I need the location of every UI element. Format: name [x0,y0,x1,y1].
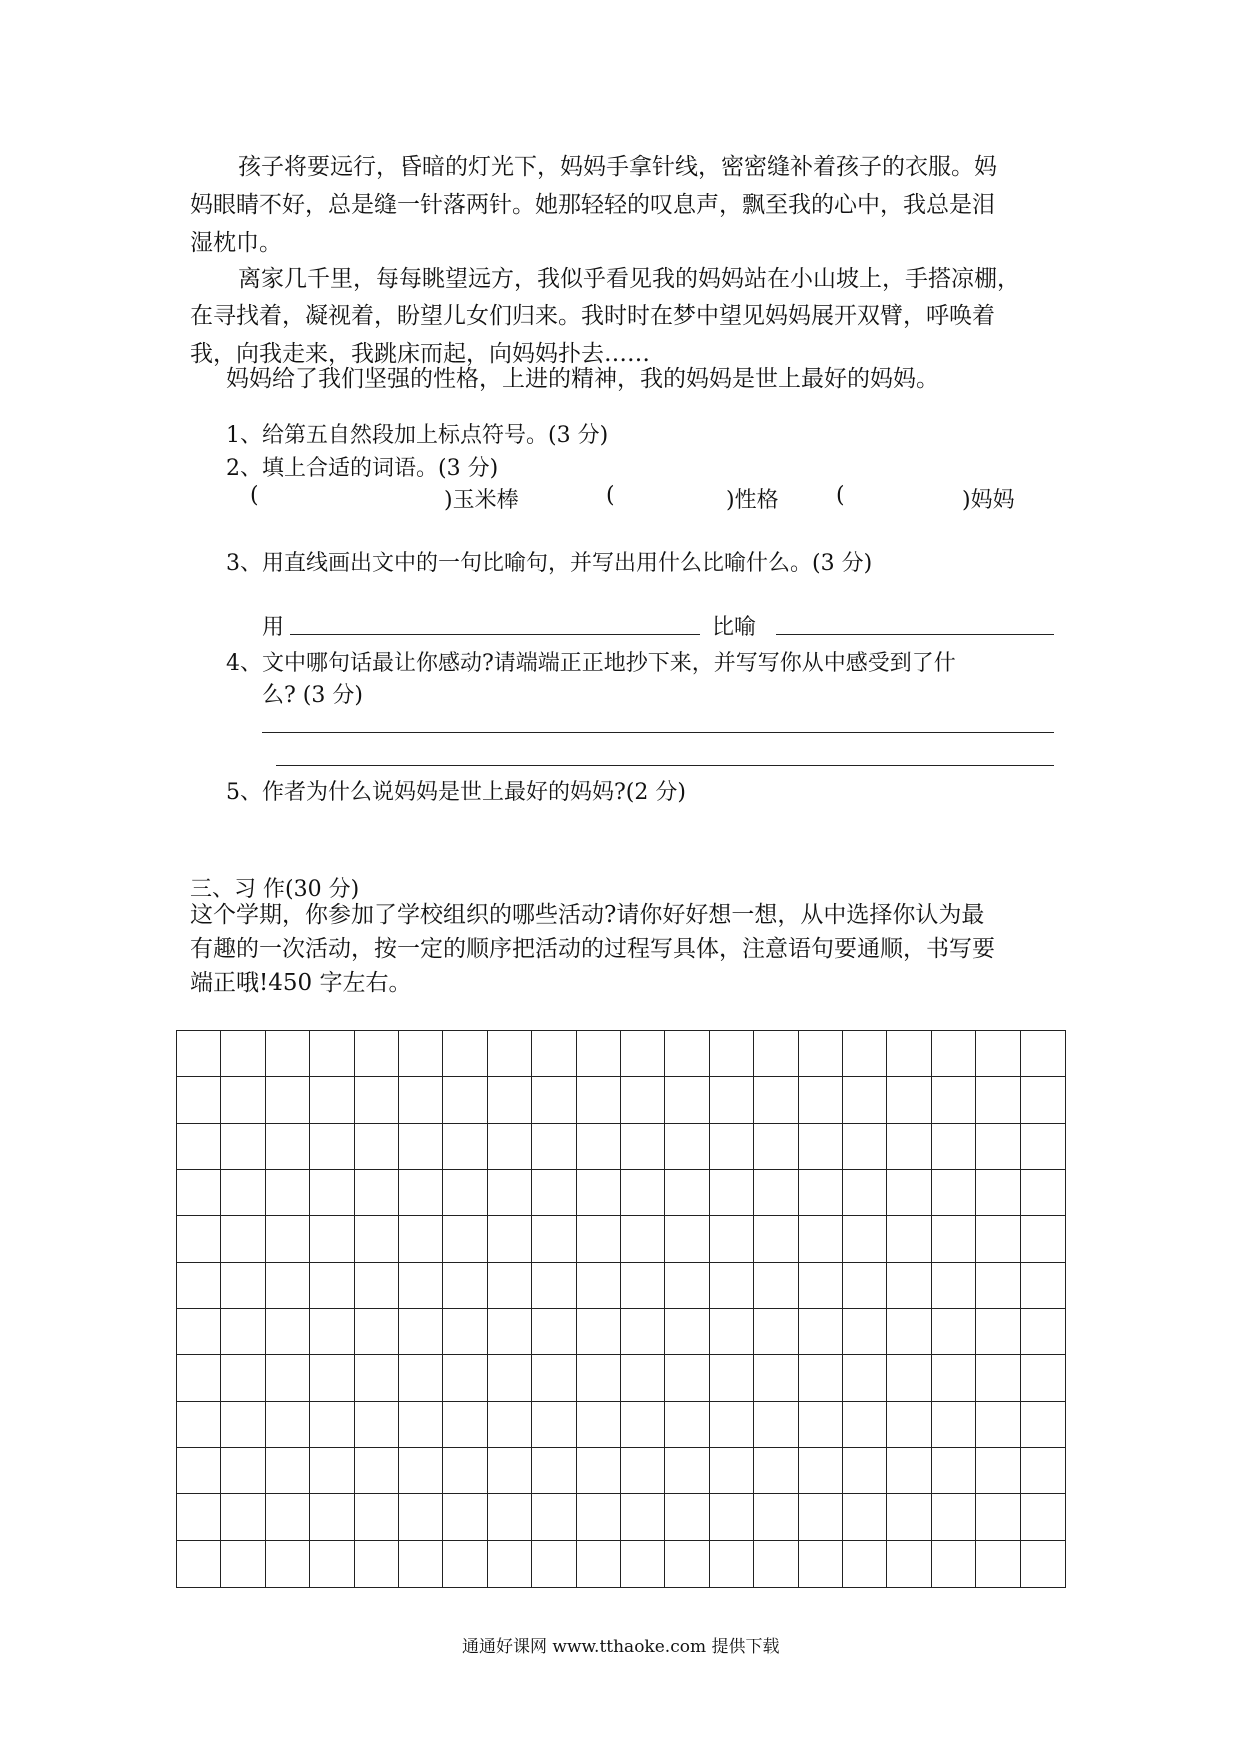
grid-cell[interactable] [976,1031,1020,1077]
grid-cell[interactable] [976,1402,1020,1448]
grid-cell[interactable] [399,1170,443,1216]
grid-cell[interactable] [221,1124,265,1170]
grid-cell[interactable] [754,1077,798,1123]
grid-cell[interactable] [710,1402,754,1448]
grid-cell[interactable] [443,1402,487,1448]
grid-cell[interactable] [266,1263,310,1309]
footer-text: 通通好课网 www.tthaoke.com 提供下载 [462,1637,780,1657]
grid-cell[interactable] [399,1448,443,1494]
grid-cell[interactable] [266,1494,310,1540]
grid-cell[interactable] [577,1216,621,1262]
grid-cell[interactable] [621,1077,665,1123]
grid-cell[interactable] [799,1263,843,1309]
grid-cell[interactable] [621,1216,665,1262]
q2-blank1-close: )玉米棒 [444,488,519,513]
grid-cell[interactable] [1021,1402,1065,1448]
grid-cell[interactable] [843,1263,887,1309]
composition-heading: 三、习 作(30 分) [190,877,360,902]
grid-cell[interactable] [754,1494,798,1540]
grid-cell[interactable] [355,1170,399,1216]
grid-cell[interactable] [843,1031,887,1077]
grid-cell[interactable] [843,1216,887,1262]
grid-cell[interactable] [266,1077,310,1123]
grid-cell[interactable] [710,1124,754,1170]
composition-prompt-line3: 端正哦!450 字左右。 [190,970,412,996]
grid-cell[interactable] [488,1448,532,1494]
grid-cell[interactable] [843,1494,887,1540]
grid-cell[interactable] [1021,1355,1065,1401]
grid-cell[interactable] [887,1355,931,1401]
grid-cell[interactable] [976,1077,1020,1123]
grid-cell[interactable] [177,1355,221,1401]
grid-cell[interactable] [754,1263,798,1309]
grid-cell[interactable] [355,1355,399,1401]
grid-cell[interactable] [577,1402,621,1448]
grid-cell[interactable] [665,1124,709,1170]
grid-cell[interactable] [710,1170,754,1216]
passage-p1-line2: 妈眼睛不好，总是缝一针落两针。她那轻轻的叹息声，飘至我的心中，我总是泪 [190,192,995,218]
passage-p3-line1: 妈妈给了我们坚强的性格，上进的精神，我的妈妈是世上最好的妈妈。 [226,366,939,392]
grid-cell[interactable] [177,1541,221,1587]
grid-cell[interactable] [443,1170,487,1216]
grid-cell[interactable] [621,1494,665,1540]
grid-cell[interactable] [221,1216,265,1262]
grid-cell[interactable] [665,1541,709,1587]
grid-cell[interactable] [887,1031,931,1077]
question-1: 1、给第五自然段加上标点符号。(3 分) [226,423,609,448]
grid-cell[interactable] [399,1077,443,1123]
grid-cell[interactable] [266,1124,310,1170]
grid-cell[interactable] [221,1402,265,1448]
grid-cell[interactable] [399,1541,443,1587]
grid-cell[interactable] [577,1448,621,1494]
grid-cell[interactable] [799,1170,843,1216]
grid-cell[interactable] [887,1309,931,1355]
grid-cell[interactable] [266,1355,310,1401]
grid-cell[interactable] [443,1309,487,1355]
q2-blank2-close: )性格 [726,488,779,513]
grid-cell[interactable] [310,1355,354,1401]
grid-cell[interactable] [710,1216,754,1262]
grid-cell[interactable] [355,1309,399,1355]
grid-cell[interactable] [355,1448,399,1494]
grid-cell[interactable] [621,1031,665,1077]
grid-cell[interactable] [310,1216,354,1262]
grid-cell[interactable] [710,1541,754,1587]
grid-cell[interactable] [1021,1216,1065,1262]
grid-cell[interactable] [976,1216,1020,1262]
grid-cell[interactable] [932,1402,976,1448]
grid-cell[interactable] [665,1355,709,1401]
grid-cell[interactable] [221,1541,265,1587]
grid-cell[interactable] [532,1355,576,1401]
grid-cell[interactable] [266,1402,310,1448]
grid-cell[interactable] [932,1124,976,1170]
q2-blank2-open: ( [606,483,615,508]
grid-cell[interactable] [488,1355,532,1401]
composition-writing-grid[interactable] [176,1030,1066,1588]
grid-cell[interactable] [221,1170,265,1216]
grid-cell[interactable] [799,1355,843,1401]
grid-cell[interactable] [532,1170,576,1216]
grid-cell[interactable] [488,1494,532,1540]
grid-cell[interactable] [443,1077,487,1123]
grid-cell[interactable] [665,1494,709,1540]
grid-cell[interactable] [932,1263,976,1309]
grid-cell[interactable] [443,1216,487,1262]
grid-cell[interactable] [754,1309,798,1355]
grid-cell[interactable] [799,1124,843,1170]
grid-cell[interactable] [799,1309,843,1355]
grid-cell[interactable] [488,1124,532,1170]
grid-cell[interactable] [976,1541,1020,1587]
grid-cell[interactable] [177,1448,221,1494]
grid-cell[interactable] [221,1263,265,1309]
grid-cell[interactable] [310,1309,354,1355]
grid-cell[interactable] [399,1124,443,1170]
grid-cell[interactable] [310,1494,354,1540]
question-4-line1: 4、文中哪句话最让你感动?请端端正正地抄下来，并写写你从中感受到了什 [226,651,956,676]
grid-cell[interactable] [799,1216,843,1262]
grid-cell[interactable] [932,1216,976,1262]
grid-cell[interactable] [799,1402,843,1448]
grid-cell[interactable] [976,1494,1020,1540]
grid-cell[interactable] [532,1124,576,1170]
grid-cell[interactable] [177,1263,221,1309]
grid-cell[interactable] [1021,1263,1065,1309]
grid-cell[interactable] [754,1170,798,1216]
grid-cell[interactable] [355,1077,399,1123]
question-4-line2: 么? (3 分) [262,683,363,708]
grid-cell[interactable] [532,1541,576,1587]
grid-cell[interactable] [621,1170,665,1216]
grid-cell[interactable] [754,1355,798,1401]
grid-cell[interactable] [799,1494,843,1540]
q4-answer-line-1[interactable] [262,732,1054,733]
grid-cell[interactable] [710,1031,754,1077]
grid-cell[interactable] [532,1031,576,1077]
q2-blank3-close: )妈妈 [962,488,1015,513]
grid-cell[interactable] [843,1077,887,1123]
grid-cell[interactable] [665,1170,709,1216]
grid-cell[interactable] [754,1031,798,1077]
grid-cell[interactable] [843,1355,887,1401]
grid-cell[interactable] [177,1124,221,1170]
grid-cell[interactable] [310,1263,354,1309]
grid-cell[interactable] [665,1077,709,1123]
grid-cell[interactable] [266,1309,310,1355]
grid-cell[interactable] [976,1263,1020,1309]
grid-cell[interactable] [399,1309,443,1355]
grid-cell[interactable] [266,1031,310,1077]
grid-cell[interactable] [577,1494,621,1540]
grid-cell[interactable] [932,1031,976,1077]
grid-cell[interactable] [665,1263,709,1309]
grid-cell[interactable] [621,1448,665,1494]
grid-cell[interactable] [976,1448,1020,1494]
grid-cell[interactable] [887,1216,931,1262]
grid-cell[interactable] [488,1402,532,1448]
grid-cell[interactable] [710,1077,754,1123]
grid-cell[interactable] [843,1309,887,1355]
grid-cell[interactable] [1021,1170,1065,1216]
grid-cell[interactable] [310,1077,354,1123]
grid-cell[interactable] [665,1402,709,1448]
grid-cell[interactable] [310,1402,354,1448]
composition-prompt-line2: 有趣的一次活动，按一定的顺序把活动的过程写具体，注意语句要通顺，书写要 [190,936,995,962]
grid-cell[interactable] [754,1402,798,1448]
grid-cell[interactable] [532,1077,576,1123]
question-3: 3、用直线画出文中的一句比喻句，并写出用什么比喻什么。(3 分) [226,551,873,576]
grid-cell[interactable] [177,1077,221,1123]
grid-cell[interactable] [532,1402,576,1448]
grid-cell[interactable] [843,1541,887,1587]
grid-cell[interactable] [177,1031,221,1077]
grid-cell[interactable] [577,1170,621,1216]
grid-cell[interactable] [221,1448,265,1494]
grid-cell[interactable] [976,1355,1020,1401]
question-2: 2、填上合适的词语。(3 分) [226,456,499,481]
passage-p1-line1: 孩子将要远行，昏暗的灯光下，妈妈手拿针线，密密缝补着孩子的衣服。妈 [238,154,997,180]
grid-cell[interactable] [799,1077,843,1123]
grid-cell[interactable] [710,1263,754,1309]
grid-cell[interactable] [932,1541,976,1587]
grid-cell[interactable] [932,1494,976,1540]
grid-cell[interactable] [399,1263,443,1309]
grid-cell[interactable] [221,1494,265,1540]
grid-cell[interactable] [355,1124,399,1170]
grid-cell[interactable] [177,1494,221,1540]
grid-cell[interactable] [488,1541,532,1587]
grid-cell[interactable] [399,1031,443,1077]
grid-cell[interactable] [443,1124,487,1170]
grid-cell[interactable] [1021,1494,1065,1540]
grid-cell[interactable] [577,1355,621,1401]
passage-p2-line1: 离家几千里，每每眺望远方，我似乎看见我的妈妈站在小山坡上，手搭凉棚， [238,266,1020,292]
passage-p2-line2: 在寻找着，凝视着，盼望儿女们归来。我时时在梦中望见妈妈展开双臂，呼唤着 [190,303,995,329]
grid-cell[interactable] [621,1541,665,1587]
grid-cell[interactable] [488,1263,532,1309]
grid-cell[interactable] [887,1077,931,1123]
grid-cell[interactable] [665,1216,709,1262]
q3-compare-label: 比喻 [712,615,757,640]
grid-cell[interactable] [577,1031,621,1077]
grid-cell[interactable] [532,1448,576,1494]
grid-cell[interactable] [577,1309,621,1355]
q3-use-label: 用 [262,615,285,640]
grid-cell[interactable] [221,1309,265,1355]
question-5: 5、作者为什么说妈妈是世上最好的妈妈?(2 分) [226,780,686,805]
grid-cell[interactable] [488,1031,532,1077]
grid-cell[interactable] [887,1402,931,1448]
grid-cell[interactable] [799,1448,843,1494]
grid-cell[interactable] [754,1448,798,1494]
grid-cell[interactable] [887,1494,931,1540]
grid-cell[interactable] [1021,1124,1065,1170]
grid-cell[interactable] [532,1263,576,1309]
grid-cell[interactable] [665,1448,709,1494]
grid-cell[interactable] [310,1031,354,1077]
grid-cell[interactable] [266,1216,310,1262]
q3-answer-line-1[interactable] [290,634,700,635]
grid-cell[interactable] [843,1170,887,1216]
grid-cell[interactable] [577,1077,621,1123]
grid-cell[interactable] [443,1031,487,1077]
grid-cell[interactable] [1021,1448,1065,1494]
grid-cell[interactable] [887,1448,931,1494]
grid-cell[interactable] [843,1448,887,1494]
grid-cell[interactable] [1021,1309,1065,1355]
grid-cell[interactable] [266,1541,310,1587]
grid-cell[interactable] [843,1124,887,1170]
grid-cell[interactable] [710,1494,754,1540]
grid-cell[interactable] [488,1170,532,1216]
grid-cell[interactable] [221,1077,265,1123]
grid-cell[interactable] [532,1309,576,1355]
grid-cell[interactable] [932,1355,976,1401]
q4-answer-line-2[interactable] [276,765,1054,766]
grid-cell[interactable] [399,1355,443,1401]
grid-cell[interactable] [887,1124,931,1170]
grid-cell[interactable] [932,1448,976,1494]
grid-cell[interactable] [310,1541,354,1587]
grid-cell[interactable] [399,1494,443,1540]
grid-cell[interactable] [443,1494,487,1540]
grid-cell[interactable] [1021,1541,1065,1587]
grid-cell[interactable] [976,1124,1020,1170]
grid-cell[interactable] [443,1541,487,1587]
grid-cell[interactable] [799,1541,843,1587]
grid-cell[interactable] [710,1309,754,1355]
grid-cell[interactable] [310,1124,354,1170]
grid-cell[interactable] [621,1124,665,1170]
q2-blank3-open: ( [836,483,845,508]
grid-cell[interactable] [710,1448,754,1494]
grid-cell[interactable] [976,1309,1020,1355]
grid-cell[interactable] [177,1170,221,1216]
grid-cell[interactable] [266,1448,310,1494]
grid-cell[interactable] [399,1402,443,1448]
grid-cell[interactable] [399,1216,443,1262]
grid-cell[interactable] [443,1355,487,1401]
grid-cell[interactable] [843,1402,887,1448]
grid-cell[interactable] [932,1309,976,1355]
grid-cell[interactable] [976,1170,1020,1216]
grid-cell[interactable] [932,1077,976,1123]
composition-prompt-line1: 这个学期，你参加了学校组织的哪些活动?请你好好想一想，从中选择你认为最 [190,902,985,928]
grid-cell[interactable] [577,1263,621,1309]
q2-blank1-open: ( [250,483,259,508]
grid-cell[interactable] [221,1355,265,1401]
grid-cell[interactable] [355,1541,399,1587]
q3-answer-line-2[interactable] [776,634,1054,635]
grid-cell[interactable] [310,1170,354,1216]
grid-cell[interactable] [355,1216,399,1262]
grid-cell[interactable] [443,1448,487,1494]
grid-cell[interactable] [488,1077,532,1123]
grid-cell[interactable] [355,1402,399,1448]
grid-cell[interactable] [355,1494,399,1540]
grid-cell[interactable] [887,1263,931,1309]
grid-cell[interactable] [488,1309,532,1355]
grid-cell[interactable] [532,1494,576,1540]
grid-cell[interactable] [621,1263,665,1309]
grid-cell[interactable] [665,1031,709,1077]
grid-cell[interactable] [355,1031,399,1077]
grid-cell[interactable] [488,1216,532,1262]
grid-cell[interactable] [177,1309,221,1355]
grid-cell[interactable] [710,1355,754,1401]
grid-cell[interactable] [355,1263,399,1309]
passage-p2-line3: 我，向我走来，我跳床而起，向妈妈扑去…… [190,341,650,367]
grid-cell[interactable] [1021,1077,1065,1123]
grid-cell[interactable] [754,1216,798,1262]
grid-cell[interactable] [621,1402,665,1448]
grid-cell[interactable] [932,1170,976,1216]
grid-cell[interactable] [221,1031,265,1077]
grid-cell[interactable] [621,1309,665,1355]
grid-cell[interactable] [310,1448,354,1494]
grid-cell[interactable] [754,1124,798,1170]
grid-cell[interactable] [177,1402,221,1448]
grid-cell[interactable] [577,1541,621,1587]
grid-cell[interactable] [577,1124,621,1170]
grid-cell[interactable] [443,1263,487,1309]
grid-cell[interactable] [266,1170,310,1216]
grid-cell[interactable] [665,1309,709,1355]
grid-cell[interactable] [887,1541,931,1587]
grid-cell[interactable] [177,1216,221,1262]
grid-cell[interactable] [621,1355,665,1401]
grid-cell[interactable] [754,1541,798,1587]
grid-cell[interactable] [887,1170,931,1216]
passage-p1-line3: 湿枕巾。 [190,230,282,256]
grid-cell[interactable] [532,1216,576,1262]
grid-cell[interactable] [799,1031,843,1077]
grid-cell[interactable] [1021,1031,1065,1077]
